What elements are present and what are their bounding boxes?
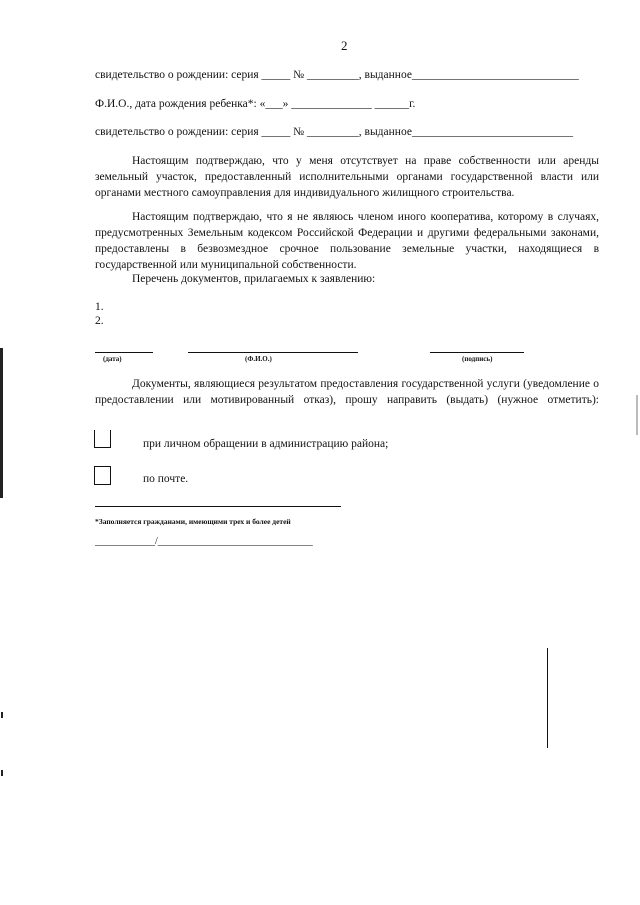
date-signature-line: [95, 352, 153, 353]
by-mail-option-label: по почте.: [143, 473, 189, 485]
footnote-separator: [95, 506, 341, 507]
confirmation-not-member-paragraph: Настоящим подтверждаю, что я не являюсь членом иного кооператива, которому в случаях, предусмотренных Земельным кодексом Российской Федерации и другими федеральными законами, предоставлены в безвозмездное срочное пользование земельные участки, находящиеся в государственной или муниципальной собственности.: [95, 211, 599, 271]
fio-signature-line: [188, 352, 358, 353]
confirmation-no-land-paragraph: Настоящим подтверждаю, что у меня отсутствует на праве собственности или аренды земельный участок, предоставленный исполнительными органами государственной власти или органами местного самоуправления для индивидуального жилищного строительства.: [95, 155, 599, 199]
scan-edge-mark-left: [0, 348, 3, 498]
in-person-option-label: при личном обращении в администрацию района;: [143, 438, 389, 450]
scan-vertical-line-right: [547, 648, 548, 748]
documents-list-item-2: 2.: [95, 315, 104, 327]
footnote-text: *Заполняется гражданами, имеющими трех и более детей: [95, 517, 291, 526]
fio-label: (Ф.И.О.): [245, 355, 272, 363]
page-number: 2: [341, 38, 348, 53]
child-fio-dob-line: Ф.И.О., дата рождения ребенка*: «___» ______________ ______г.: [95, 98, 416, 110]
date-label: (дата): [103, 355, 122, 363]
birth-certificate-line-2: свидетельство о рождении: серия _____ № _________, выданное____________________________: [95, 126, 573, 138]
bottom-signature-line: ____________/_______________________________: [95, 536, 313, 547]
in-person-checkbox[interactable]: [94, 430, 111, 448]
delivery-method-paragraph: Документы, являющиеся результатом предоставления государственной услуги (уведомление о предоставлении или мотивированный отказ), прошу направить (выдать) (нужное отметить):: [95, 378, 599, 406]
signature-label: (подпись): [462, 355, 493, 363]
documents-list-heading: Перечень документов, прилагаемых к заявлению:: [132, 273, 376, 285]
by-mail-checkbox[interactable]: [94, 466, 111, 485]
birth-certificate-line-1: свидетельство о рождении: серия _____ № _________, выданное_____________________________: [95, 69, 579, 81]
scan-edge-mark-left-small-2: [1, 770, 3, 776]
signature-line: [430, 352, 524, 353]
scan-edge-mark-right: [636, 395, 638, 435]
scan-edge-mark-left-small: [1, 712, 3, 718]
documents-list-item-1: 1.: [95, 301, 104, 313]
